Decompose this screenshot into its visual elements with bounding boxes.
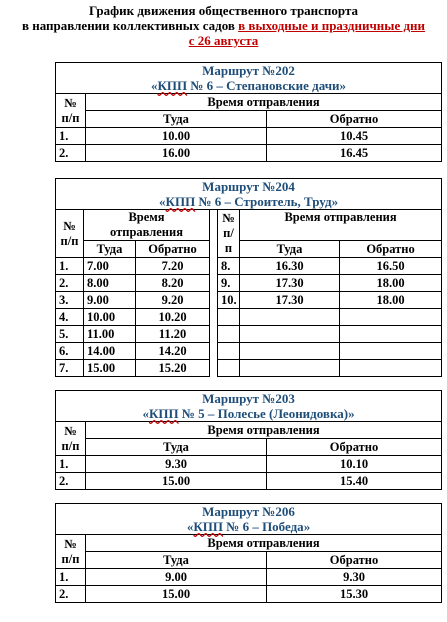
empty-cell <box>218 326 240 343</box>
empty-cell <box>240 309 340 326</box>
back-header: Обратно <box>136 241 210 258</box>
empty-cell <box>340 360 442 377</box>
table-row <box>56 128 442 145</box>
time-header: Время отправления <box>86 535 442 552</box>
num-label: № <box>64 423 77 438</box>
time-back: 16.50 <box>340 258 442 275</box>
time-there: 7.00 <box>84 258 136 275</box>
time-header <box>84 210 210 241</box>
route-name: Маршрут №204 <box>202 179 295 194</box>
route-header <box>56 504 442 535</box>
empty-cell <box>240 360 340 377</box>
empty-cell <box>240 326 340 343</box>
time-there: 15.00 <box>84 360 136 377</box>
time-there: 9.00 <box>86 569 267 586</box>
column-gap <box>210 210 218 377</box>
table-row <box>56 569 442 586</box>
time-header: Время отправления <box>86 422 442 439</box>
num-sub-label: п/п <box>61 438 80 453</box>
kpp-label: КПП <box>165 194 196 209</box>
route-header <box>56 63 442 94</box>
num-label: № <box>63 218 76 233</box>
empty-cell <box>340 326 442 343</box>
title-line-2-black: в направлении коллективных садов <box>21 18 239 33</box>
empty-cell <box>218 309 240 326</box>
row-num: 2. <box>56 275 84 292</box>
time-there: 15.00 <box>86 586 267 603</box>
time-back: 10.20 <box>136 309 210 326</box>
num-label: № <box>64 536 77 551</box>
time-there: 9.30 <box>86 456 267 473</box>
table-row <box>56 456 442 473</box>
num-sub-label: п/п <box>60 233 79 248</box>
route-desc: «КПП № 6 – Победа» <box>186 519 311 534</box>
time-header: Время отправления <box>86 94 442 111</box>
back-header: Обратно <box>267 439 442 456</box>
time-there: 16.00 <box>86 145 267 162</box>
row-num: 2. <box>56 586 86 603</box>
time-back: 15.20 <box>136 360 210 377</box>
time-back: 15.40 <box>267 473 442 490</box>
kpp-label: КПП <box>193 519 223 534</box>
empty-cell <box>218 343 240 360</box>
time-back: 14.20 <box>136 343 210 360</box>
route-202-table <box>55 62 442 162</box>
time-there: 14.00 <box>84 343 136 360</box>
time-back: 9.30 <box>267 569 442 586</box>
empty-cell <box>240 343 340 360</box>
table-row <box>56 473 442 490</box>
time-there: 8.00 <box>84 275 136 292</box>
route-desc-text: № 6 – Степановские дачи <box>187 78 340 93</box>
there-header: Туда <box>86 552 267 569</box>
route-name: Маршрут №206 <box>202 504 295 519</box>
time-there: 17.30 <box>240 275 340 292</box>
empty-cell <box>340 309 442 326</box>
table-row <box>56 343 442 360</box>
route-header <box>56 179 442 210</box>
kpp-label: КПП <box>157 78 188 93</box>
time-back: 10.45 <box>267 128 442 145</box>
row-num: 3. <box>56 292 84 309</box>
time-back: 18.00 <box>340 292 442 309</box>
time-back: 9.20 <box>136 292 210 309</box>
route-206-table <box>55 503 442 603</box>
row-num: 10. <box>218 292 240 309</box>
title-line-2 <box>0 18 447 33</box>
route-header <box>56 391 442 422</box>
route-desc-text: № 6 – Победа <box>223 519 304 534</box>
table-row <box>56 309 442 326</box>
title-line-1: График движения общественного транспорта <box>88 3 359 18</box>
time-there: 10.00 <box>84 309 136 326</box>
row-num: 2. <box>56 145 86 162</box>
table-row <box>56 145 442 162</box>
time-header: Время отправления <box>240 210 442 241</box>
num-header <box>56 535 86 569</box>
row-num: 1. <box>56 258 84 275</box>
time-back: 8.20 <box>136 275 210 292</box>
back-header: Обратно <box>267 552 442 569</box>
row-num: 9. <box>218 275 240 292</box>
row-num: 6. <box>56 343 84 360</box>
there-header: Туда <box>86 111 267 128</box>
time-back: 15.30 <box>267 586 442 603</box>
table-row <box>56 258 442 275</box>
num-header <box>56 422 86 456</box>
empty-cell <box>340 343 442 360</box>
time-there: 10.00 <box>86 128 267 145</box>
time-back: 7.20 <box>136 258 210 275</box>
num-label: № <box>64 95 77 110</box>
title-line-2-red: в выходные и праздничные дни <box>238 18 426 33</box>
table-row <box>56 292 442 309</box>
route-desc: «КПП № 5 – Полесье (Леонидовка)» <box>142 406 355 421</box>
there-header: Туда <box>240 241 340 258</box>
num-sub-label: п/ <box>223 226 234 240</box>
time-label-1: Время <box>128 210 165 224</box>
there-header: Туда <box>84 241 136 258</box>
num-label: № <box>222 211 235 225</box>
time-there: 17.30 <box>240 292 340 309</box>
time-back: 11.20 <box>136 326 210 343</box>
time-label-2: отправления <box>110 225 183 239</box>
num-sub-label-2: п <box>224 241 233 255</box>
num-header <box>56 94 86 128</box>
time-back: 18.00 <box>340 275 442 292</box>
row-num: 5. <box>56 326 84 343</box>
row-num: 8. <box>218 258 240 275</box>
num-header <box>218 210 240 258</box>
kpp-label: КПП <box>148 406 179 421</box>
back-header: Обратно <box>267 111 442 128</box>
num-sub-label: п/п <box>61 551 80 566</box>
table-row <box>56 326 442 343</box>
back-header: Обратно <box>340 241 442 258</box>
table-row <box>56 586 442 603</box>
table-row <box>56 275 442 292</box>
row-num: 4. <box>56 309 84 326</box>
time-there: 15.00 <box>86 473 267 490</box>
there-header: Туда <box>86 439 267 456</box>
row-num: 1. <box>56 456 86 473</box>
time-there: 16.30 <box>240 258 340 275</box>
route-204-table <box>55 178 442 377</box>
row-num: 1. <box>56 128 86 145</box>
route-desc-text: № 6 – Строитель, Труд <box>195 194 332 209</box>
page-title <box>0 3 447 48</box>
table-row <box>56 360 442 377</box>
time-back: 16.45 <box>267 145 442 162</box>
row-num: 7. <box>56 360 84 377</box>
route-name: Маршрут №202 <box>202 63 295 78</box>
title-line-3 <box>0 33 447 48</box>
route-desc: «КПП № 6 – Степановские дачи» <box>150 78 347 93</box>
route-desc-text: № 5 – Полесье (Леонидовка) <box>178 406 349 421</box>
num-header <box>56 210 84 258</box>
row-num: 2. <box>56 473 86 490</box>
time-back: 10.10 <box>267 456 442 473</box>
route-name: Маршрут №203 <box>202 391 295 406</box>
route-203-table <box>55 390 442 490</box>
time-there: 9.00 <box>84 292 136 309</box>
time-there: 11.00 <box>84 326 136 343</box>
route-desc: «КПП № 6 – Строитель, Труд» <box>159 194 339 209</box>
title-line-3-red: с 26 августа <box>188 33 259 48</box>
num-sub-label: п/п <box>61 110 80 125</box>
empty-cell <box>218 360 240 377</box>
row-num: 1. <box>56 569 86 586</box>
